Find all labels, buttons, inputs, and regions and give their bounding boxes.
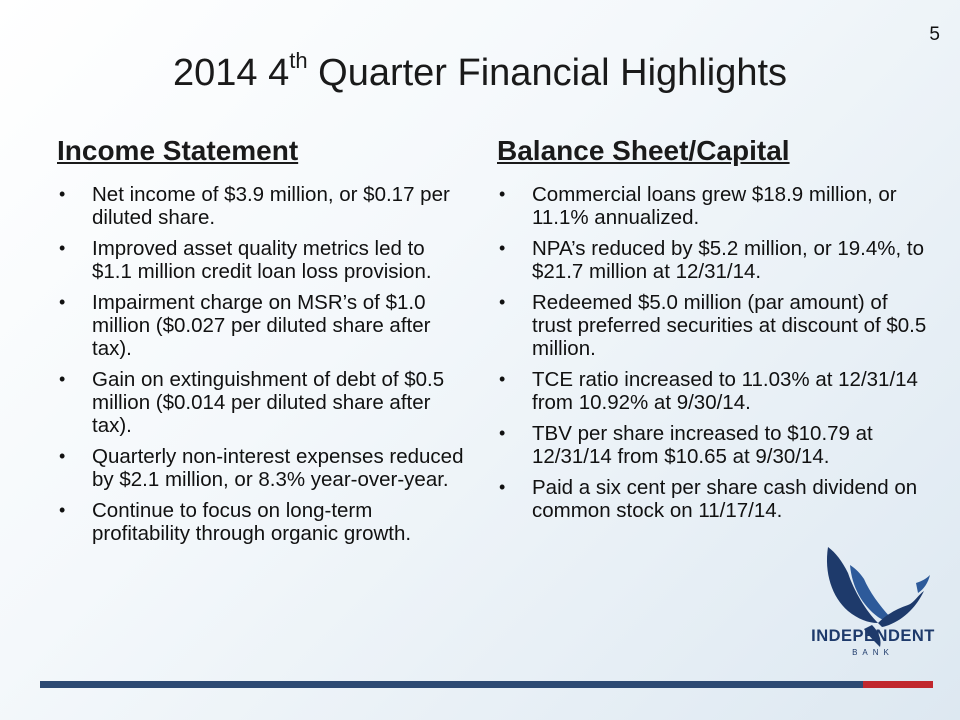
balance-sheet-heading: Balance Sheet/Capital	[497, 135, 790, 166]
income-statement-list	[57, 183, 467, 545]
page-title	[0, 48, 960, 95]
list-item: • TBV per share increased to $10.79 at 12/31/14 from $10.65 at 9/30/14.	[497, 422, 927, 468]
list-item: • Paid a six cent per share cash dividend on common stock on 11/17/14.	[497, 476, 927, 522]
footer-bar-blue	[40, 681, 863, 688]
list-item: • Continue to focus on long-term profitability through organic growth.	[57, 499, 467, 545]
balance-sheet-list	[497, 183, 927, 522]
list-item: • Quarterly non-interest expenses reduced by $2.1 million, or 8.3% year-over-year.	[57, 445, 467, 491]
footer-bar-red	[863, 681, 933, 688]
balance-sheet-section	[497, 133, 927, 530]
income-statement-section	[57, 133, 467, 553]
list-item: • NPA’s reduced by $5.2 million, or 19.4%, to $21.7 million at 12/31/14.	[497, 237, 927, 283]
list-item: • Commercial loans grew $18.9 million, or 11.1% annualized.	[497, 183, 927, 229]
title-suffix: Quarter Financial Highlights	[307, 52, 788, 94]
list-item: • Redeemed $5.0 million (par amount) of trust preferred securities at discount of $0.5 million.	[497, 291, 927, 360]
footer-divider	[40, 681, 933, 688]
title-superscript: th	[289, 48, 308, 73]
logo-wordmark: INDEPENDENT	[811, 627, 935, 645]
logo-subtext: BANK	[852, 648, 894, 657]
list-item: • TCE ratio increased to 11.03% at 12/31/14 from 10.92% at 9/30/14.	[497, 368, 927, 414]
title-prefix: 2014 4	[172, 52, 290, 94]
list-item: • Improved asset quality metrics led to $1.1 million credit loan loss provision.	[57, 237, 467, 283]
list-item: • Impairment charge on MSR’s of $1.0 million ($0.027 per diluted share after tax).	[57, 291, 467, 360]
list-item: • Gain on extinguishment of debt of $0.5 million ($0.014 per diluted share after tax).	[57, 368, 467, 437]
page-number: 5	[929, 24, 940, 45]
list-item: • Net income of $3.9 million, or $0.17 per diluted share.	[57, 183, 467, 229]
income-statement-heading: Income Statement	[57, 135, 299, 166]
eagle-icon	[806, 545, 946, 665]
